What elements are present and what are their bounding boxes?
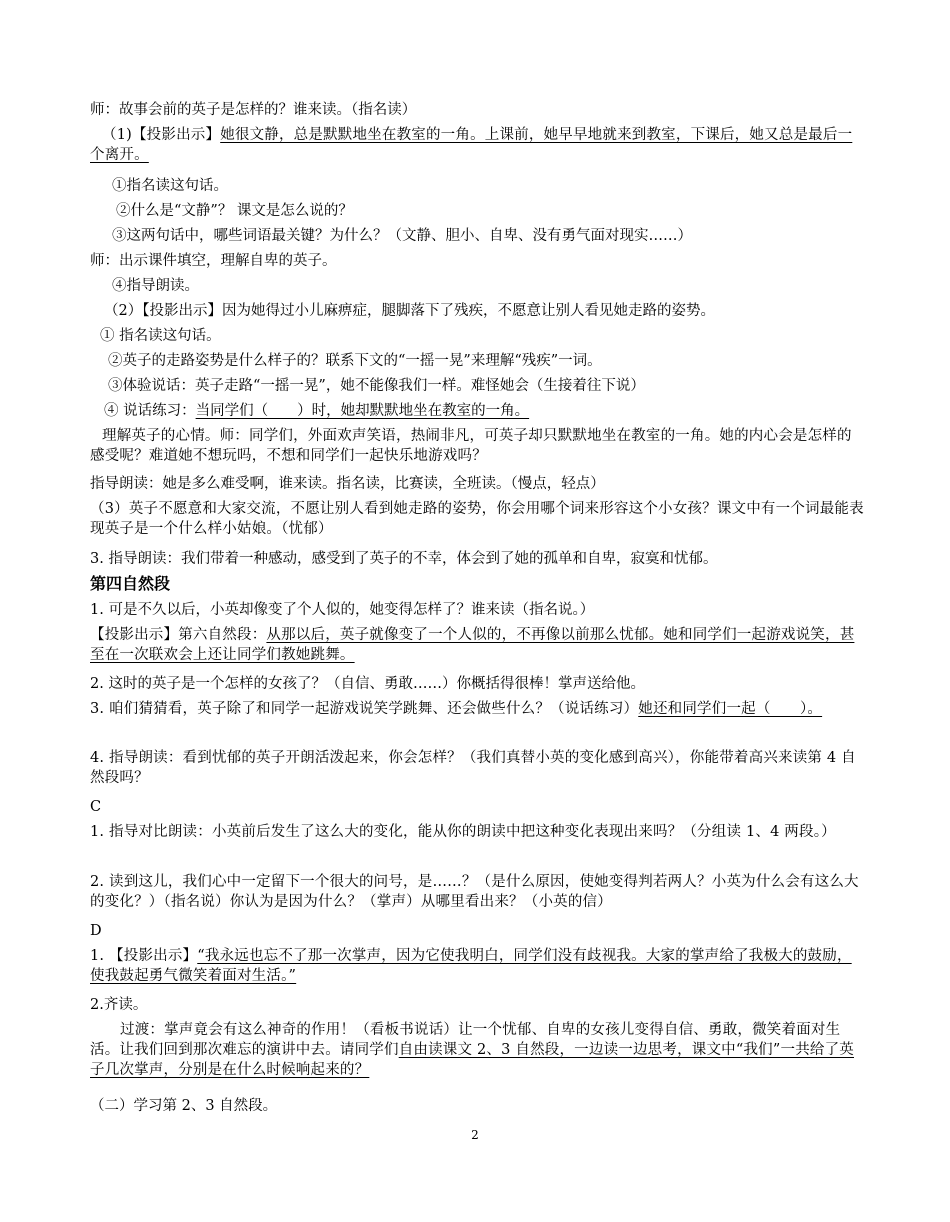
text-paragraph — [90, 125, 865, 165]
label: 【投影出示】第六自然段： — [90, 627, 267, 643]
page-number: 2 — [471, 1128, 479, 1142]
text-paragraph — [90, 1020, 865, 1080]
text-paragraph — [90, 625, 865, 665]
body-text: 过渡：掌声竟会有这么神奇的作用！（看板书说话）让一个忧郁、自卑的女孩儿变得自信、勇敢，微笑着面对生活。让我们回到那次难忘的演讲中去。请同学们 — [90, 1022, 841, 1058]
text-line: 1. 可是不久以后，小英却像变了个人似的，她变得怎样了？谁来读（指名说。） — [90, 602, 595, 618]
label: ④ 说话练习： — [104, 403, 196, 419]
label: （1)【投影出示】 — [102, 127, 221, 143]
text-line: 师：出示课件填空，理解自卑的英子。 — [90, 253, 337, 269]
section-heading: 第四自然段 — [90, 574, 171, 593]
underlined-blank: 她还和同学们一起（ ）。 — [638, 701, 823, 717]
text-line: ③这两句话中，哪些词语最关键？为什么？（文静、胆小、自卑、没有勇气面对现实……） — [112, 228, 692, 244]
text-paragraph: 2. 读到这儿，我们心中一定留下一个很大的问号，是……？（是什么原因，使她变得判若两人？小英为什么会有这么大的变化？）（指名说）你认为是因为什么？（掌声）从哪里看出来？（小英的信） — [90, 874, 859, 910]
section-marker: C — [90, 799, 102, 815]
text-line: ① 指名读这句话。 — [100, 328, 221, 344]
text-line — [104, 401, 879, 421]
text-line: （二）学习第 2、3 自然段。 — [90, 1098, 278, 1114]
text-line: 指导朗读：她是多么难受啊，谁来读。指名读，比赛读，全班读。（慢点，轻点） — [90, 476, 605, 492]
text-paragraph — [90, 699, 865, 719]
text-line: 3. 指导朗读：我们带着一种感动，感受到了英子的不幸，体会到了她的孤单和自卑，寂寞和忧郁。 — [90, 551, 718, 567]
text-line: ③体验说话：英子走路“一摇一晃”，她不能像我们一样。难怪她会（生接着往下说） — [108, 378, 645, 394]
underlined-quote: 从那以后，英子就像变了一个人似的，不再像以前那么忧郁。她和同学们一起游戏说笑，甚至在一次联欢会上还让同学们教她跳舞。 — [90, 627, 855, 663]
underlined-quote: 她很文静，总是默默地坐在教室的一角。上课前，她早早地就来到教室，下课后，她又总是最后一个离开。 — [90, 127, 853, 163]
text-line: ②英子的走路姿势是什么样子的？联系下文的“一摇一晃”来理解“残疾”一词。 — [108, 353, 602, 369]
underlined-question: 自由读课文 2、3 自然段，一边读一边思考，课文中“我们”一共给了英子几次掌声，分别是在什么时候响起来的？ — [90, 1042, 854, 1078]
text-paragraph: 1. 指导对比朗读：小英前后发生了这么大的变化，能从你的朗读中把这种变化表现出来吗？（分组读 1、4 两段。） — [90, 824, 836, 840]
text-paragraph: （3）英子不愿意和大家交流，不愿让别人看到她走路的姿势，你会用哪个词来形容这个小女孩？课文中有一个词最能表现英子是一个什么样小姑娘。（忧郁） — [90, 501, 864, 537]
text-line: 2.齐读。 — [90, 997, 148, 1013]
text-line: （2）【投影出示】因为她得过小儿麻痹症，腿脚落下了残疾，不愿意让别人看见她走路的姿势。 — [104, 303, 715, 319]
label: 1. 【投影出示】 — [90, 948, 198, 964]
text-paragraph: 4. 指导朗读：看到忧郁的英子开朗活泼起来，你会怎样？（我们真替小英的变化感到高兴），你能带着高兴来读第 4 自然段吗？ — [90, 750, 856, 786]
text-line: 师：故事会前的英子是怎样的？谁来读。（指名读） — [90, 102, 417, 118]
underlined-quote: “我永远也忘不了那一次掌声，因为它使我明白，同学们没有歧视我。大家的掌声给了我极大的鼓励，使我鼓起勇气微笑着面对生活。” — [90, 948, 852, 984]
underlined-blank: 当同学们（ ）时，她却默默地坐在教室的一角。 — [195, 403, 530, 419]
section-marker: D — [90, 923, 102, 939]
text-line: ④指导朗读。 — [112, 278, 199, 294]
text-line: 2. 这时的英子是一个怎样的女孩了？（自信、勇敢……）你概括得很棒！掌声送给他。 — [90, 676, 645, 692]
text-paragraph: 理解英子的心情。师：同学们，外面欢声笑语，热闹非凡，可英子却只默默地坐在教室的一角。她的内心会是怎样的感受呢？难道她不想玩吗，不想和同学们一起快乐地游戏吗？ — [90, 428, 852, 464]
text-line: ②什么是“文静”？ 课文是怎么说的？ — [116, 203, 353, 219]
text-line: ①指名读这句话。 — [112, 178, 228, 194]
text-paragraph — [90, 946, 865, 986]
label: 3. 咱们猜猜看，英子除了和同学一起游戏说笑学跳舞、还会做些什么？（说话练习） — [90, 701, 639, 717]
